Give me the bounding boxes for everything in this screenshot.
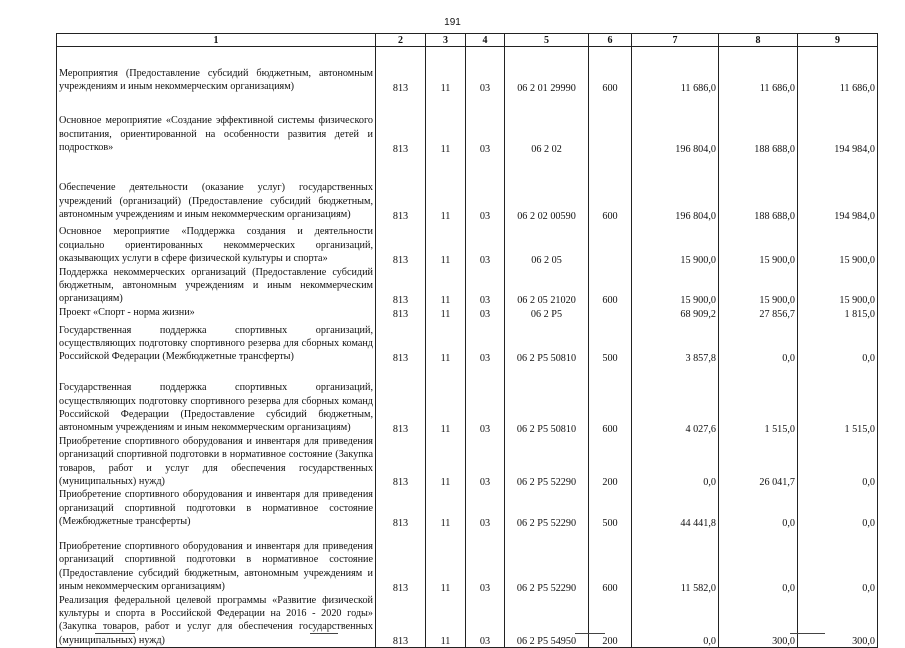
table-row: [57, 529, 878, 594]
target-article: 06 2 P5 52290: [505, 435, 589, 489]
row-description: Поддержка некоммерческих организаций (Предоставление субсидий бюджетным, автономным учреждениям и иным некоммерческим организациям): [57, 266, 376, 306]
row-description: Основное мероприятие «Поддержка создания и деятельности социально ориентированных некоммерческих организаций, оказывающих услуги в сфере физической культуры и спорта»: [57, 222, 376, 266]
amount-col7: 196 804,0: [632, 94, 719, 155]
row-description: Приобретение спортивного оборудования и инвентаря для приведения организаций спортивной подготовки в нормативное состояние (Предоставление субсидий бюджетным, автономным учреждениям и иным некоммерческим организациям): [57, 529, 376, 594]
row-description: Государственная поддержка спортивных организаций, осуществляющих подготовку спортивного резерва для сборных команд Российской Федерации (Предоставление субсидий бюджетным, автономным учреждениям и иным некоммерческим организациям): [57, 364, 376, 435]
section-code: 11: [426, 155, 466, 222]
row-description: Реализация федеральной целевой программы «Развитие физической культуры и спорта в Российской Федерации на 2016 - 2020 годы» (Закупка товаров, работ и услуг для обеспечения государственных (муниципальных) нужд): [57, 594, 376, 648]
expense-type: 600: [589, 47, 632, 94]
amount-col9: 1 815,0: [798, 306, 878, 320]
section-code: 11: [426, 320, 466, 364]
subsection-code: 03: [466, 364, 505, 435]
target-article: 06 2 P5 50810: [505, 364, 589, 435]
amount-col9: 0,0: [798, 529, 878, 594]
row-description: Государственная поддержка спортивных организаций, осуществляющих подготовку спортивного резерва для сборных команд Российской Федерации (Межбюджетные трансферты): [57, 320, 376, 364]
admin-code: 813: [376, 306, 426, 320]
amount-col7: 3 857,8: [632, 320, 719, 364]
row-description: Основное мероприятие «Создание эффективной системы физического воспитания, ориентированной на особенности развития детей и подростков»: [57, 94, 376, 155]
section-code: 11: [426, 47, 466, 94]
amount-col9: 0,0: [798, 435, 878, 489]
expense-type: 200: [589, 594, 632, 648]
page-number: 191: [444, 17, 461, 28]
amount-col8: 15 900,0: [719, 266, 798, 306]
admin-code: 813: [376, 266, 426, 306]
target-article: 06 2 P5 52290: [505, 488, 589, 528]
page-bottom-marks: [0, 628, 905, 640]
row-description: Приобретение спортивного оборудования и инвентаря для приведения организаций спортивной подготовки в нормативное состояние (Межбюджетные трансферты): [57, 488, 376, 528]
column-header: 3: [426, 34, 466, 47]
amount-col7: 15 900,0: [632, 222, 719, 266]
amount-col7: 11 582,0: [632, 529, 719, 594]
target-article: 06 2 02: [505, 94, 589, 155]
row-description: Мероприятия (Предоставление субсидий бюджетным, автономным учреждениям и иным некоммерческим организациям): [57, 47, 376, 94]
section-code: 11: [426, 488, 466, 528]
section-code: 11: [426, 266, 466, 306]
table-row: [57, 47, 878, 94]
expense-type: [589, 306, 632, 320]
table-row: [57, 364, 878, 435]
target-article: 06 2 05 21020: [505, 266, 589, 306]
expense-type: 600: [589, 364, 632, 435]
column-header: 1: [57, 34, 376, 47]
amount-col9: 0,0: [798, 488, 878, 528]
row-description: Приобретение спортивного оборудования и инвентаря для приведения организаций спортивной подготовки в нормативное состояние (Закупка товаров, работ и услуг для обеспечения государственных (муниципальных) нужд): [57, 435, 376, 489]
column-header: 2: [376, 34, 426, 47]
section-code: 11: [426, 222, 466, 266]
amount-col8: 0,0: [719, 529, 798, 594]
amount-col7: 0,0: [632, 594, 719, 648]
admin-code: 813: [376, 529, 426, 594]
section-code: 11: [426, 306, 466, 320]
subsection-code: 03: [466, 94, 505, 155]
amount-col8: 188 688,0: [719, 94, 798, 155]
subsection-code: 03: [466, 488, 505, 528]
expense-type: 600: [589, 266, 632, 306]
expense-type: [589, 222, 632, 266]
amount-col9: 1 515,0: [798, 364, 878, 435]
expense-type: [589, 94, 632, 155]
amount-col8: 188 688,0: [719, 155, 798, 222]
amount-col9: 0,0: [798, 320, 878, 364]
target-article: 06 2 P5 54950: [505, 594, 589, 648]
admin-code: 813: [376, 47, 426, 94]
amount-col7: 68 909,2: [632, 306, 719, 320]
expense-type: 500: [589, 320, 632, 364]
subsection-code: 03: [466, 47, 505, 94]
amount-col8: 11 686,0: [719, 47, 798, 94]
target-article: 06 2 05: [505, 222, 589, 266]
row-description: Обеспечение деятельности (оказание услуг) государственных учреждений (организаций) (Предоставление субсидий бюджетным, автономным учреждениям и иным некоммерческим организациям): [57, 155, 376, 222]
amount-col8: 27 856,7: [719, 306, 798, 320]
table-row: [57, 155, 878, 222]
expense-type: 600: [589, 155, 632, 222]
amount-col9: 15 900,0: [798, 222, 878, 266]
table-row: [57, 306, 878, 320]
admin-code: 813: [376, 155, 426, 222]
amount-col9: 194 984,0: [798, 94, 878, 155]
table-body: [57, 47, 878, 648]
amount-col8: 1 515,0: [719, 364, 798, 435]
subsection-code: 03: [466, 222, 505, 266]
target-article: 06 2 P5: [505, 306, 589, 320]
column-header: 5: [505, 34, 589, 47]
expense-type: 500: [589, 488, 632, 528]
subsection-code: 03: [466, 435, 505, 489]
admin-code: 813: [376, 320, 426, 364]
admin-code: 813: [376, 222, 426, 266]
subsection-code: 03: [466, 266, 505, 306]
section-code: 11: [426, 435, 466, 489]
subsection-code: 03: [466, 306, 505, 320]
admin-code: 813: [376, 94, 426, 155]
expense-type: 600: [589, 529, 632, 594]
section-code: 11: [426, 529, 466, 594]
section-code: 11: [426, 364, 466, 435]
amount-col7: 44 441,8: [632, 488, 719, 528]
section-code: 11: [426, 94, 466, 155]
amount-col7: 4 027,6: [632, 364, 719, 435]
column-header: 6: [589, 34, 632, 47]
target-article: 06 2 01 29990: [505, 47, 589, 94]
amount-col7: 196 804,0: [632, 155, 719, 222]
amount-col9: 15 900,0: [798, 266, 878, 306]
admin-code: 813: [376, 594, 426, 648]
table-row: [57, 320, 878, 364]
target-article: 06 2 02 00590: [505, 155, 589, 222]
amount-col8: 0,0: [719, 320, 798, 364]
column-header: 7: [632, 34, 719, 47]
amount-col7: 0,0: [632, 435, 719, 489]
amount-col9: 11 686,0: [798, 47, 878, 94]
table-row: [57, 435, 878, 489]
table-row: [57, 222, 878, 266]
amount-col7: 15 900,0: [632, 266, 719, 306]
amount-col9: 300,0: [798, 594, 878, 648]
admin-code: 813: [376, 364, 426, 435]
target-article: 06 2 P5 50810: [505, 320, 589, 364]
column-header: 8: [719, 34, 798, 47]
amount-col8: 0,0: [719, 488, 798, 528]
amount-col8: 300,0: [719, 594, 798, 648]
budget-table: [56, 33, 878, 648]
column-header: 4: [466, 34, 505, 47]
table-row: [57, 266, 878, 306]
admin-code: 813: [376, 435, 426, 489]
amount-col7: 11 686,0: [632, 47, 719, 94]
amount-col8: 15 900,0: [719, 222, 798, 266]
section-code: 11: [426, 594, 466, 648]
subsection-code: 03: [466, 529, 505, 594]
subsection-code: 03: [466, 320, 505, 364]
amount-col9: 194 984,0: [798, 155, 878, 222]
subsection-code: 03: [466, 594, 505, 648]
row-description: Проект «Спорт - норма жизни»: [57, 306, 376, 320]
target-article: 06 2 P5 52290: [505, 529, 589, 594]
table-row: [57, 94, 878, 155]
table-header-row: [57, 34, 878, 47]
table-row: [57, 488, 878, 528]
amount-col8: 26 041,7: [719, 435, 798, 489]
expense-type: 200: [589, 435, 632, 489]
admin-code: 813: [376, 488, 426, 528]
subsection-code: 03: [466, 155, 505, 222]
column-header: 9: [798, 34, 878, 47]
